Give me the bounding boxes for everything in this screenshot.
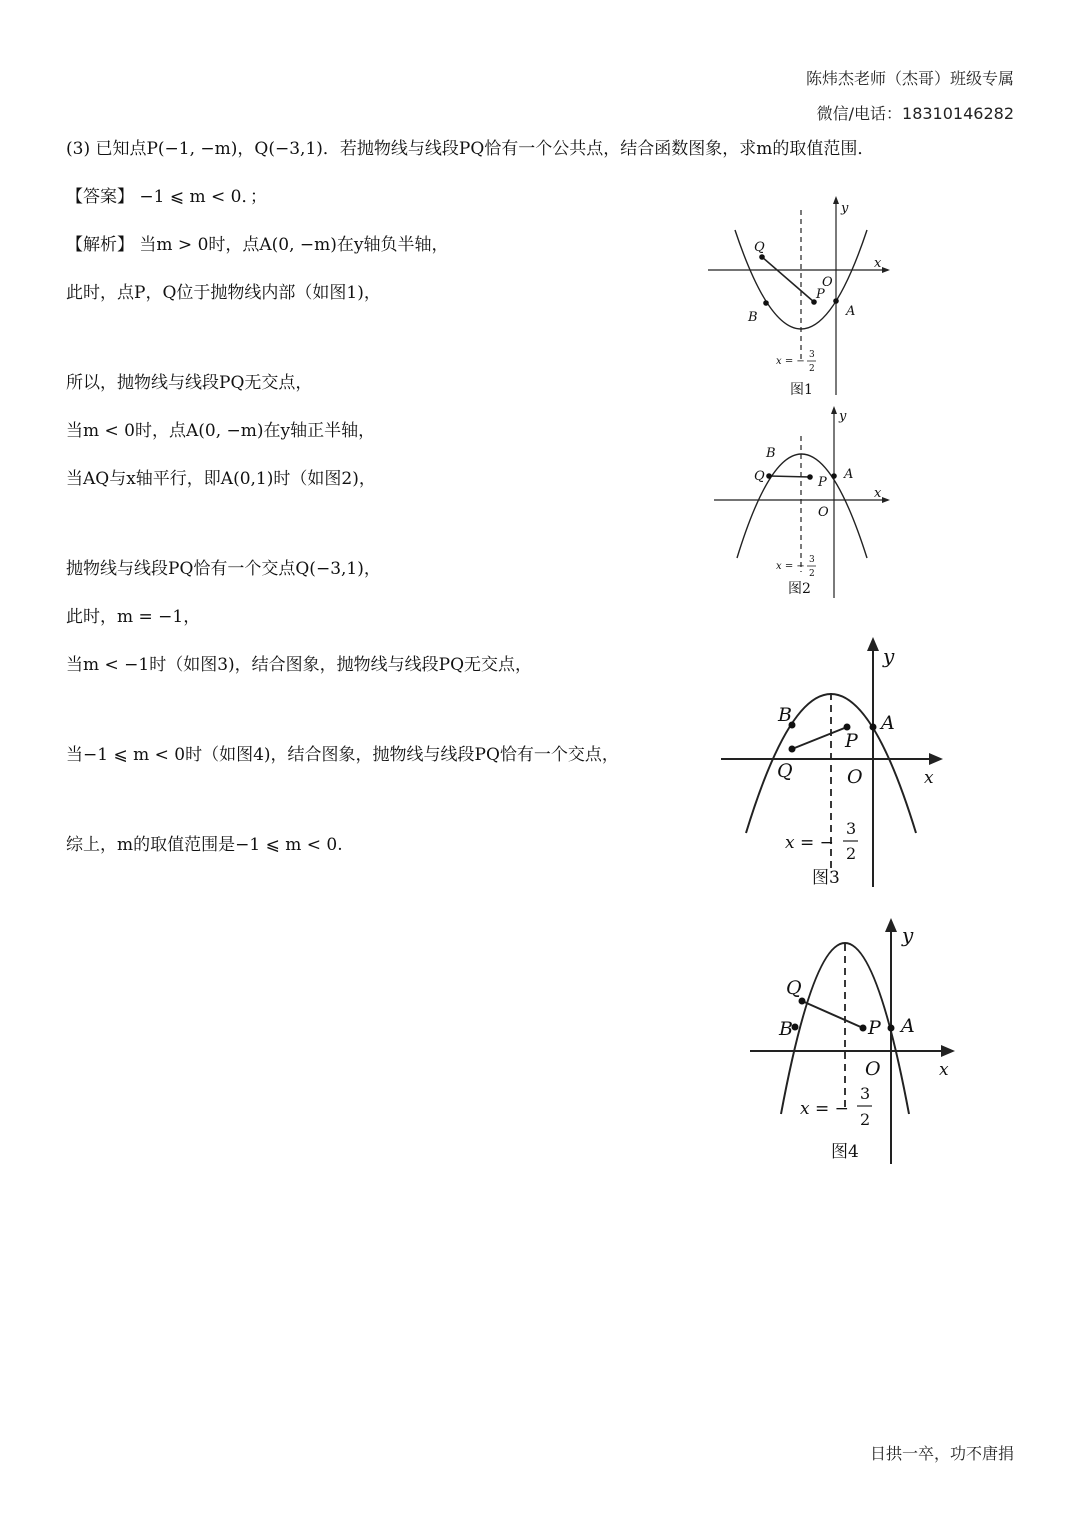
figure-2 <box>700 400 900 600</box>
label-x: x <box>924 768 934 788</box>
symmetry-axis-equation: x = − <box>776 561 805 572</box>
label-y: y <box>839 409 847 424</box>
label-y: y <box>902 923 914 947</box>
solution-line: 此时，点P，Q位于抛物线内部（如图1)， <box>66 283 381 303</box>
solution-line: 当−1 ⩽ m < 0时（如图4)，结合图象，抛物线与线段PQ恰有一个交点， <box>66 745 619 765</box>
y-axis-arrow <box>885 918 897 932</box>
label-p: P <box>816 287 825 302</box>
label-x: x <box>874 486 882 501</box>
y-axis-arrow <box>831 406 837 414</box>
footer-motto: 日拱一卒，功不唐捐 <box>869 1444 1014 1463</box>
figure-caption: 图3 <box>812 868 840 888</box>
question-text: (3) 已知点P(−1, −m)，Q(−3,1)．若抛物线与线段PQ恰有一个公共点，结合函数图象，求m的取值范围． <box>66 139 875 159</box>
point-q <box>766 473 772 479</box>
point-p <box>860 1025 867 1032</box>
fraction-numerator: 3 <box>809 350 815 360</box>
label-q: Q <box>754 469 765 484</box>
point-a <box>833 298 839 304</box>
label-a: A <box>844 467 854 482</box>
fraction-denominator: 2 <box>809 569 815 579</box>
label-a: A <box>846 304 856 319</box>
figure-4 <box>745 914 965 1169</box>
point-a <box>870 724 877 731</box>
segment-pq <box>769 476 810 477</box>
symmetry-axis-equation: x = − <box>776 356 805 367</box>
point-q <box>789 746 796 753</box>
label-o: O <box>865 1058 881 1080</box>
figure-caption: 图4 <box>831 1142 859 1162</box>
figure-caption: 图2 <box>788 581 811 597</box>
symmetry-axis-equation: x = − <box>800 1099 849 1119</box>
symmetry-axis-equation: x = − <box>785 833 834 853</box>
figure-1 <box>700 190 900 400</box>
contact-header: 微信/电话：18310146282 <box>816 104 1014 123</box>
fraction-denominator: 2 <box>860 1110 871 1129</box>
figure-caption: 图1 <box>790 382 813 398</box>
segment-pq <box>762 257 814 302</box>
label-x: x <box>939 1060 949 1080</box>
fraction-denominator: 2 <box>809 364 815 374</box>
solution-line: 【解析】 当m > 0时，点A(0, −m)在y轴负半轴， <box>66 235 449 255</box>
solution-line: 抛物线与线段PQ恰有一个交点Q(−3,1)， <box>66 559 381 579</box>
point-q <box>759 254 765 260</box>
y-axis-arrow <box>867 637 879 651</box>
label-p: P <box>845 730 858 752</box>
label-a: A <box>901 1015 915 1037</box>
label-y: y <box>883 644 895 668</box>
label-b: B <box>766 446 776 461</box>
figure-3 <box>715 633 955 893</box>
fraction-denominator: 2 <box>846 844 857 863</box>
teacher-name-header: 陈炜杰老师（杰哥）班级专属 <box>805 69 1014 88</box>
point-a <box>831 473 837 479</box>
solution-line: 此时，m = −1， <box>66 607 201 627</box>
x-axis-arrow <box>882 497 890 503</box>
label-o: O <box>847 766 863 788</box>
solution-line: 当m < 0时，点A(0, −m)在y轴正半轴， <box>66 421 376 441</box>
label-p: P <box>868 1017 881 1039</box>
segment-pq <box>792 727 847 749</box>
fraction-numerator: 3 <box>809 555 815 565</box>
label-o: O <box>822 275 833 290</box>
label-y: y <box>841 201 849 216</box>
solution-line: 当m < −1时（如图3)，结合图象，抛物线与线段PQ无交点， <box>66 655 533 675</box>
fraction-numerator: 3 <box>846 819 857 838</box>
segment-pq <box>802 1001 863 1028</box>
x-axis-arrow <box>929 753 943 765</box>
label-b: B <box>778 704 792 726</box>
x-axis-arrow <box>882 267 890 273</box>
answer-line: 【答案】 −1 ⩽ m < 0．； <box>66 187 268 207</box>
label-a: A <box>881 712 895 734</box>
x-axis-arrow <box>941 1045 955 1057</box>
y-axis-arrow <box>833 196 839 204</box>
conclusion-line: 综上，m的取值范围是−1 ⩽ m < 0. <box>66 835 343 855</box>
solution-line: 所以，抛物线与线段PQ无交点， <box>66 373 313 393</box>
label-q: Q <box>754 240 765 255</box>
point-a <box>888 1025 895 1032</box>
label-q: Q <box>777 760 793 782</box>
label-b: B <box>748 310 758 325</box>
label-q: Q <box>786 977 802 999</box>
fraction-numerator: 3 <box>860 1084 871 1103</box>
point-b <box>763 300 769 306</box>
label-o: O <box>818 505 829 520</box>
label-b: B <box>779 1018 793 1040</box>
point-p <box>807 474 813 480</box>
label-x: x <box>874 256 882 271</box>
solution-line: 当AQ与x轴平行，即A(0,1)时（如图2)， <box>66 469 376 489</box>
label-p: P <box>818 475 827 490</box>
